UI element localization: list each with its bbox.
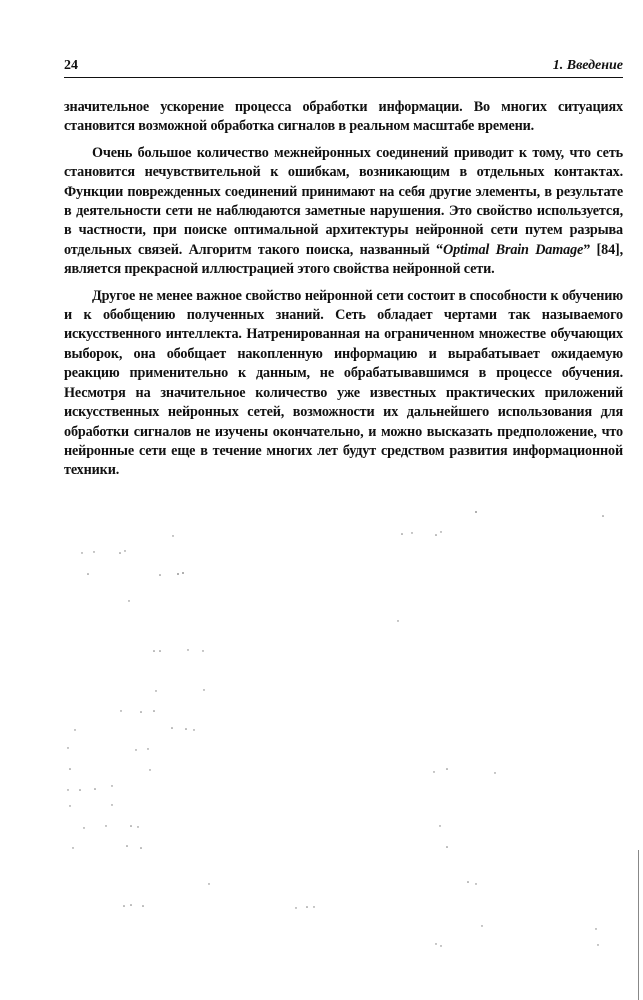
- paragraph-2-text-b: ” [84], является прекрасной иллюстрацией этого свойства нейронной сети.: [64, 241, 623, 278]
- section-title: 1. Введение: [552, 58, 623, 73]
- paragraph-2-text-a: Очень большое количество межнейронных соединений приводит к тому, что сеть становится нечувствительной к ошибкам, возникающим в отдельных контактах. Функции поврежденных соединений принимают на себя другие элементы, в результате в деятельности сети не наблюдаются заметные нарушения. Это свойство используется, в частности, при поиске оптимальной архитектуры нейронной сети путем разрыва отдельных связей. Алгоритм такого поиска, названный “: [64, 144, 623, 258]
- paragraph-3: Другое не менее важное свойство нейронной сети состоит в способности к обучению и к обобщению полученных знаний. Сеть обладает чертами так называемого искусственного интеллекта. Натренированная на ограниченном множестве обучающих выборок, она обобщает накопленную информацию и вырабатывает ожидаемую реакцию применительно к данным, не обрабатывавшимся в процессе обучения. Несмотря на значительное количество уже известных практических приложений искусственных нейронных сетей, возможности их дальнейшего использования для обработки сигналов не изучены окончательно, и можно высказать предположение, что нейронные сети еще в течение многих лет будут средством развития информационной техники.: [64, 287, 623, 479]
- paragraph-1: значительное ускорение процесса обработки информации. Во многих ситуациях становится возможной обработка сигналов в реальном масштабе времени.: [64, 99, 623, 135]
- scan-edge-line: [638, 850, 639, 1000]
- paragraph-2-italic-term: Optimal Brain Damage: [442, 241, 584, 258]
- page-number: 24: [64, 58, 78, 73]
